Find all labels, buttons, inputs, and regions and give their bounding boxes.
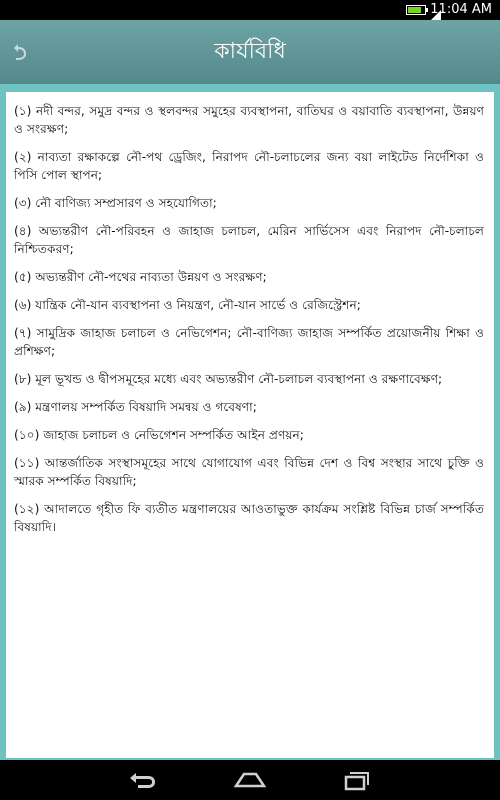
list-item: (১১) আন্তর্জাতিক সংস্থাসমূহের সাথে যোগাযোগ এবং বিভিন্ন দেশ ও বিশ্ব সংস্থার সাথে চুক্তি ও স্মারক সম্পর্কিত বিষয়াদি; bbox=[14, 456, 484, 488]
list-item: (৬) যান্ত্রিক নৌ-যান ব্যবস্থাপনা ও নিয়ন্ত্রণ, নৌ-যান সার্ভে ও রেজিস্ট্রেশন; bbox=[14, 298, 361, 312]
list-item: (৪) অভ্যন্তরীণ নৌ-পরিবহন ও জাহাজ চলাচল, মেরিন সার্ভিসেস এবং নিরাপদ নৌ-চলাচল নিশ্চিতকরণ; bbox=[14, 224, 484, 256]
status-time: 11:04 AM bbox=[430, 2, 492, 17]
list-item: (৫) অভ্যন্তরীণ নৌ-পথের নাব্যতা উন্নয়ণ ও সংরক্ষণ; bbox=[14, 270, 267, 284]
status-bar bbox=[0, 0, 500, 20]
list-item: (৮) মূল ভূখন্ড ও দ্বীপসমূহের মধ্যে এবং অভ্যন্তরীণ নৌ-চলাচল ব্যবস্থাপনা ও রক্ষণাবেক্ষণ; bbox=[14, 372, 443, 386]
list-item: (১) নদী বন্দর, সমুদ্র বন্দর ও স্থলবন্দর সমুহের ব্যবস্থাপনা, বাতিঘর ও বয়াবাতি ব্যবস্থাপনা, উন্নয়ণ ও সংরক্ষণ; bbox=[14, 104, 484, 136]
list-item: (৯) মন্ত্রণালয় সম্পর্কিত বিষয়াদি সমন্বয় ও গবেষণা; bbox=[14, 400, 257, 414]
content-frame bbox=[0, 84, 500, 760]
navigation-bar bbox=[0, 760, 500, 800]
app-bar bbox=[0, 20, 500, 84]
battery-icon bbox=[406, 5, 426, 15]
home-nav-icon[interactable] bbox=[232, 768, 268, 792]
list-item: (১০) জাহাজ চলাচল ও নেভিগেশন সম্পর্কিত আইন প্রণয়ন; bbox=[14, 428, 304, 442]
duties-list[interactable] bbox=[6, 92, 494, 758]
recent-apps-icon[interactable] bbox=[338, 768, 374, 792]
list-item: (৭) সামুদ্রিক জাহাজ চলাচল ও নেভিগেশন; নৌ-বাণিজ্য জাহাজ সম্পর্কিত প্রয়োজনীয় শিক্ষা ও প্রশিক্ষণ; bbox=[14, 326, 484, 358]
list-item: (১২) আদালতে গৃহীত ফি ব্যতীত মন্ত্রণালয়ের আওতাভুক্ত কার্যক্রম সংশ্লিষ্ট বিভিন্ন চার্জ সম্পর্কিত বিষয়াদি। bbox=[14, 502, 484, 534]
page-title: কার্যবিধি bbox=[214, 39, 286, 64]
back-nav-icon[interactable] bbox=[124, 768, 160, 792]
list-item: (২) নাব্যতা রক্ষাকল্পে নৌ-পথ ড্রেজিং, নিরাপদ নৌ-চলাচলের জন্য বয়া লাইটেড নির্দেশিকা ও পিসি পোল স্থাপন; bbox=[14, 150, 484, 182]
list-item: (৩) নৌ বাণিজ্য সম্প্রসারণ ও সহযোগিতা; bbox=[14, 196, 217, 210]
